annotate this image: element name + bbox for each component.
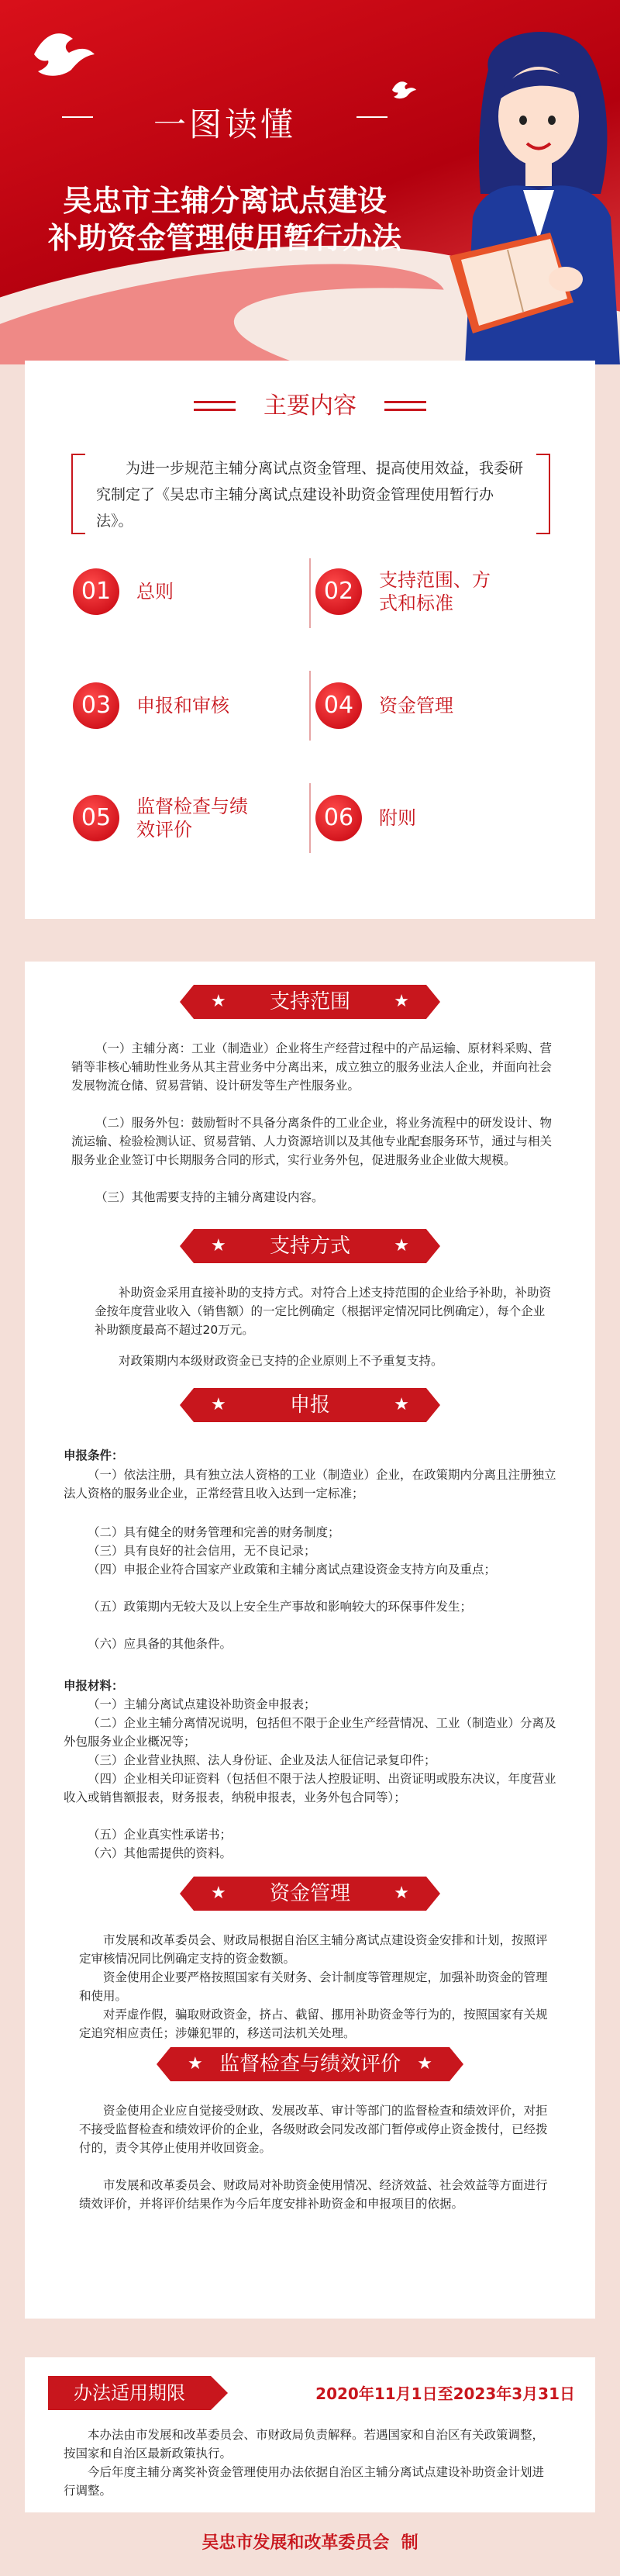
apply-materials-title: 申报材料： (64, 1679, 124, 1693)
period-paragraph: 本办法由市发展和改革委员会、市财政局负责解释。若遇国家和自治区有关政策调整，按国家和自治区最新政策执行。 (64, 2428, 545, 2460)
toc-item-02: 02 支持范围、方式和标准 (315, 565, 548, 619)
toc-item-06: 06 附则 (315, 791, 548, 845)
header-banner (0, 0, 620, 364)
apply-condition: （五）政策期内无较大及以上安全生产事故和影响较大的环保事件发生； (88, 1600, 473, 1614)
apply-heading: ★ 申报 ★ (25, 1388, 595, 1425)
method-paragraph: 对政策期内本级财政资金已支持的企业原则上不予重复支持。 (119, 1354, 443, 1368)
period-label: 办法适用期限 (48, 2376, 211, 2410)
supervise-paragraph: 市发展和改革委员会、财政局对补助资金使用情况、经济效益、社会效益等方面进行绩效评价，并将评价结果作为今后年度安排补助资金和申报项目的依据。 (79, 2178, 548, 2211)
apply-condition: （六）应具备的其他条件。 (88, 1637, 232, 1651)
toc-item-04: 04 资金管理 (315, 679, 548, 733)
funds-paragraph: 对弄虚作假，骗取财政资金，挤占、截留、挪用补助资金等行为的，按照国家有关规定追究相应责任；涉嫌犯罪的，移送司法机关处理。 (79, 2008, 548, 2040)
period-panel (25, 2357, 595, 2512)
bracket-left (71, 454, 85, 534)
main-content-heading: 主要内容 (264, 392, 356, 420)
apply-condition: （三）具有良好的社会信用，无不良记录； (88, 1544, 316, 1558)
toc-item-03: 03 申报和审核 (73, 679, 290, 733)
apply-condition: （一）依法注册，具有独立法人资格的工业（制造业）企业，在政策期内分离且注册独立法人资格的服务业企业，正常经营且收入达到一定标准； (64, 1468, 556, 1500)
scope-heading: ★ 支持范围 ★ (25, 985, 595, 1022)
method-paragraph: 补助资金采用直接补助的支持方式。对符合上述支持范围的企业给予补助，补助资金按年度营业收入（销售额）的一定比例确定（根据评定情况同比例确定），每个企业补助额度最高不超过20万元。 (95, 1286, 552, 1337)
toc-item-05: 05 监督检查与绩效评价 (73, 791, 305, 845)
method-heading: ★ 支持方式 ★ (25, 1229, 595, 1266)
period-paragraph: 今后年度主辅分离奖补资金管理使用办法依据自治区主辅分离试点建设补助资金计划进行调整。 (64, 2465, 545, 2498)
apply-material: （二）企业主辅分离情况说明，包括但不限于企业生产经营情况、工业（制造业）分离及外包服务业企业概况等； (64, 1716, 556, 1749)
scope-paragraph: （一）主辅分离：工业（制造业）企业将生产经营过程中的产品运输、原材料采购、营销等非核心辅助性业务从其主营业务中分离出来，成立独立的服务业法人企业，并面向社会发展物流仓储、贸易营销、设计研发等生产性服务业。 (71, 1041, 553, 1093)
detail-panel (25, 962, 595, 2319)
eyebrow-title: 一图读懂 (153, 105, 296, 143)
dove-icon (388, 78, 418, 102)
dove-icon (26, 23, 96, 85)
funds-paragraph: 市发展和改革委员会、财政局根据自治区主辅分离试点建设资金安排和计划，按照评定审核情况同比例确定支持的资金数额。 (79, 1933, 548, 1966)
section-heading (194, 392, 426, 423)
period-range: 2020年11月1日至2023年3月31日 (315, 2384, 575, 2403)
toc-item-01: 01 总则 (73, 565, 290, 619)
title-divider (356, 116, 388, 118)
page-title: 吴忠市主辅分离试点建设 补助资金管理使用暂行办法 (47, 184, 401, 255)
main-content-panel (25, 361, 595, 919)
apply-condition: （二）具有健全的财务管理和完善的财务制度； (88, 1525, 340, 1539)
woman-reading-illustration (434, 23, 620, 364)
apply-material: （一）主辅分离试点建设补助资金申报表； (88, 1697, 316, 1711)
footer-credit: 吴忠市发展和改革委员会 制 (202, 2533, 418, 2553)
apply-material: （五）企业真实性承诺书； (88, 1828, 232, 1842)
scope-paragraph: （三）其他需要支持的主辅分离建设内容。 (95, 1190, 324, 1204)
intro-text: 为进一步规范主辅分离试点资金管理、提高使用效益，我委研究制定了《吴忠市主辅分离试点建设补助资金管理使用暂行办法》。 (96, 460, 524, 530)
apply-condition: （四）申报企业符合国家产业政策和主辅分离试点建设资金支持方向及重点； (88, 1563, 497, 1576)
funds-heading: ★ 资金管理 ★ (25, 1877, 595, 1914)
funds-paragraph: 资金使用企业要严格按照国家有关财务、会计制度等管理规定，加强补助资金的管理和使用。 (79, 1970, 548, 2003)
title-divider (62, 116, 93, 118)
apply-conditions-title: 申报条件： (64, 1449, 124, 1462)
scope-paragraph: （二）服务外包：鼓励暂时不具备分离条件的工业企业，将业务流程中的研发设计、物流运输、检验检测认证、贸易营销、人力资源培训以及其他专业配套服务环节，通过与相关服务业企业签订中长期服务合同的形式，实行业务外包，促进服务业企业做大规模。 (71, 1116, 553, 1167)
supervise-heading: ★ 监督检查与绩效评价 ★ (25, 2047, 595, 2084)
apply-material: （六）其他需提供的资料。 (88, 1846, 232, 1860)
bracket-right (536, 454, 550, 534)
apply-material: （三）企业营业执照、法人身份证、企业及法人征信记录复印件； (88, 1753, 436, 1767)
apply-material: （四）企业相关印证资料（包括但不限于法人控股证明、出资证明或股东决议，年度营业收入或销售额报表，财务报表，纳税申报表，业务外包合同等）； (64, 1772, 556, 1804)
supervise-paragraph: 资金使用企业应自觉接受财政、发展改革、审计等部门的监督检查和绩效评价，对拒不接受监督检查和绩效评价的企业，各级财政会同发改部门暂停或停止资金拨付，已经拨付的，责令其停止使用并收回资金。 (79, 2104, 548, 2155)
